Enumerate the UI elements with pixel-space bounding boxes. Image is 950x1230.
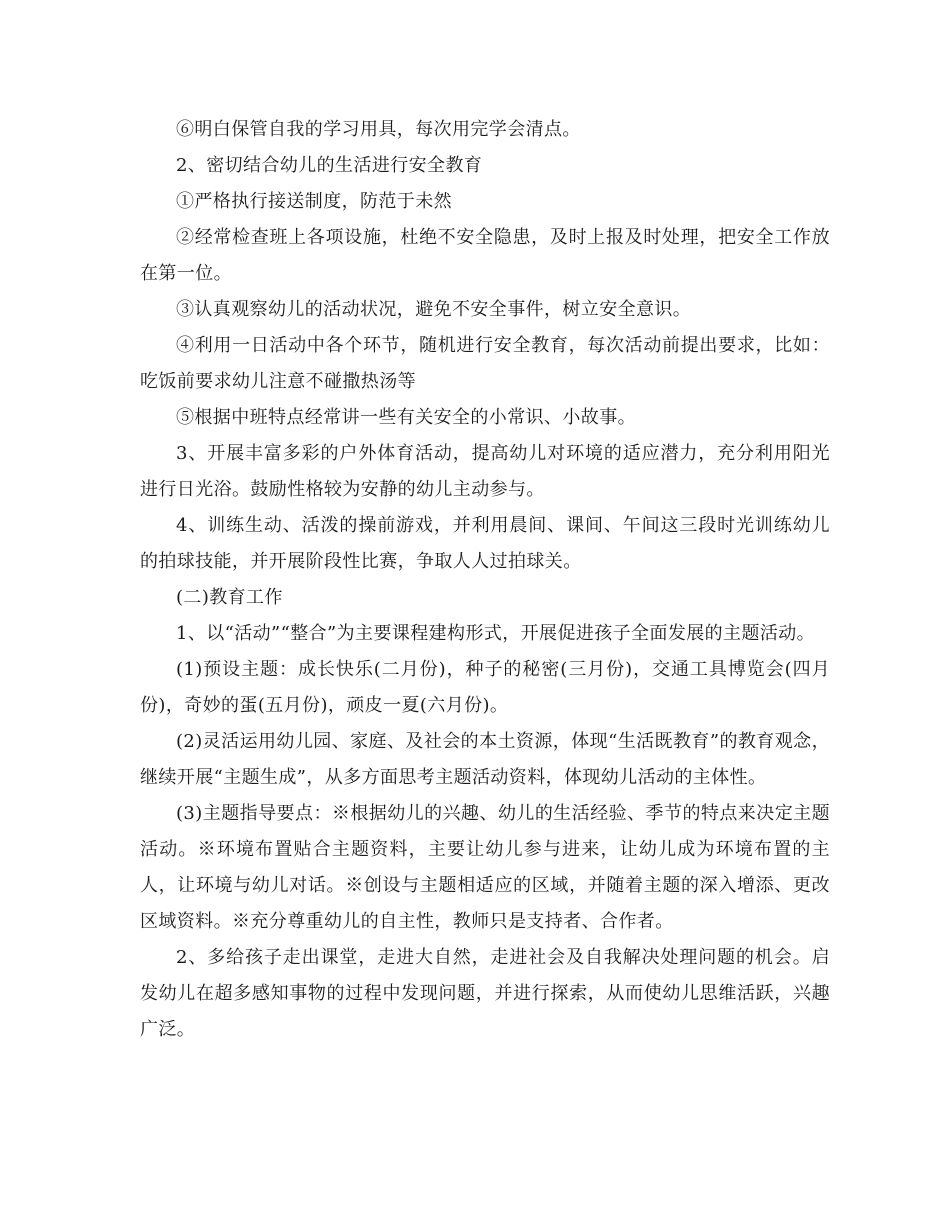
section-heading-safety-education: 2、密切结合幼儿的生活进行安全教育 xyxy=(176,155,483,176)
paragraph-preset-themes: (1)预设主题：成长快乐(二月份)，种子的秘密(三月份)，交通工具博览会(四月份)，奇妙的蛋(五月份)，顽皮一夏(六月份)。 xyxy=(140,659,830,716)
paragraph-item-2: ②经常检查班上各项设施，杜绝不安全隐患，及时上报及时处理，把安全工作放在第一位。 xyxy=(140,227,830,284)
paragraph-item-5: ⑤根据中班特点经常讲一些有关安全的小常识、小故事。 xyxy=(176,407,636,428)
paragraph-outdoor-activities: 3、开展丰富多彩的户外体育活动，提高幼儿对环境的适应潜力，充分利用阳光进行日光浴。鼓励性格较为安静的幼儿主动参与。 xyxy=(140,443,830,500)
paragraph-theme-guidance: (3)主题指导要点：※根据幼儿的兴趣、幼儿的生活经验、季节的特点来决定主题活动。※环境布置贴合主题资料，主要让幼儿参与进来，让幼儿成为环境布置的主人，让环境与幼儿对话。※创设与主题相适应的区域，并随着主题的深入增添、更改区域资料。※充分尊重幼儿的自主性，教师只是支持者、合作者。 xyxy=(140,803,830,932)
section-heading-education-work: (二)教育工作 xyxy=(176,587,283,608)
paragraph-item-6: ⑥明白保管自我的学习用具，每次用完学会清点。 xyxy=(176,119,581,140)
document-body xyxy=(140,112,830,1048)
paragraph-theme-activities: 1、以“活动”“整合”为主要课程建构形式，开展促进孩子全面发展的主题活动。 xyxy=(176,623,816,644)
paragraph-outside-classroom: 2、多给孩子走出课堂，走进大自然，走进社会及自我解决处理问题的机会。启发幼儿在超多感知事物的过程中发现问题，并进行探索，从而使幼儿思维活跃，兴趣广泛。 xyxy=(140,947,830,1040)
paragraph-local-resources: (2)灵活运用幼儿园、家庭、及社会的本土资源，体现“生活既教育”的教育观念，继续开展“主题生成”，从多方面思考主题活动资料，体现幼儿活动的主体性。 xyxy=(140,731,830,788)
paragraph-item-3: ③认真观察幼儿的活动状况，避免不安全事件，树立安全意识。 xyxy=(176,299,692,320)
paragraph-games-training: 4、训练生动、活泼的操前游戏，并利用晨间、课间、午间这三段时光训练幼儿的拍球技能，并开展阶段性比赛，争取人人过拍球关。 xyxy=(140,515,830,572)
paragraph-item-4: ④利用一日活动中各个环节，随机进行安全教育，每次活动前提出要求，比如：吃饭前要求幼儿注意不碰撒热汤等 xyxy=(140,335,830,392)
paragraph-item-1: ①严格执行接送制度，防范于未然 xyxy=(176,191,452,212)
